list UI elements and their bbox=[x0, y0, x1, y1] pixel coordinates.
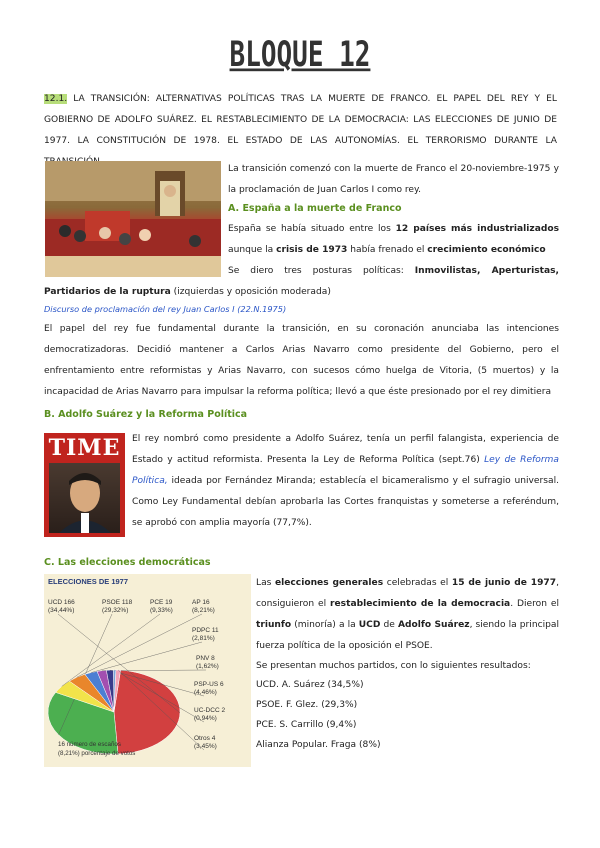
caption-text: Discurso de proclamación del rey Juan Carlos I (22.N.1975) bbox=[44, 304, 287, 314]
slice-percent: (0,94%) bbox=[194, 715, 217, 722]
slice-percent: (2,81%) bbox=[192, 635, 215, 642]
text: había frenado el bbox=[347, 245, 428, 255]
text: celebradas el bbox=[383, 578, 452, 588]
pie-slice bbox=[114, 670, 180, 754]
text: Las bbox=[256, 578, 275, 588]
slice-percent: (29,32%) bbox=[102, 607, 129, 614]
page-title: BLOQUE 12 bbox=[229, 34, 371, 76]
chart-note: (8,21%) porcentaje de votos bbox=[58, 750, 136, 757]
slice-label: PCE 19 bbox=[150, 599, 173, 606]
text: de bbox=[380, 620, 398, 630]
section-c-p1 bbox=[256, 573, 559, 657]
proclamation-photo bbox=[45, 161, 221, 277]
time-cover bbox=[44, 433, 125, 537]
result-item: PSOE. F. Glez. (29,3%) bbox=[256, 700, 358, 710]
text: España se había situado entre los bbox=[228, 224, 396, 234]
reform-law-link[interactable]: Ley de Reforma Política, bbox=[132, 455, 559, 486]
section-b-title bbox=[44, 409, 247, 420]
slice-label: AP 16 bbox=[192, 599, 210, 606]
slice-percent: (34,44%) bbox=[48, 607, 75, 614]
section-b-title-text: B. Adolfo Suárez y la Reforma Política bbox=[44, 409, 248, 420]
slice-label: UCD 166 bbox=[48, 599, 75, 606]
leader-line bbox=[91, 642, 202, 673]
section-a-p1 bbox=[228, 219, 559, 261]
time-logo: TIME bbox=[48, 435, 121, 461]
text-bold: triunfo bbox=[256, 620, 292, 630]
slice-percent: (3,45%) bbox=[194, 743, 217, 750]
topic-heading-text: LA TRANSICIÓN: ALTERNATIVAS POLÍTICAS TRAS LA MUERTE DE FRANCO. EL PAPEL DEL REY Y EL GOBIERNO DE ADOLFO SUÁREZ. EL RESTABLECIMIENTO DE LA DEMOCRACIA: LAS ELECCIONES DE JUNIO DE 1977. LA CONSTITUCIÓN DE 1978. EL ESTADO DE LAS AUTONOMÍAS. EL TERRORISMO DURANTE LA bbox=[44, 94, 557, 146]
text: , siendo la principal fuerza política de la oposición el PSOE. bbox=[256, 620, 559, 651]
result-item: Alianza Popular. Fraga (8%) bbox=[256, 740, 381, 750]
text: (izquierdas y oposición moderada) bbox=[170, 287, 331, 297]
text: aunque la bbox=[228, 245, 277, 255]
leader-line bbox=[77, 614, 202, 677]
text-bold: 15 de junio de 1977 bbox=[451, 578, 557, 588]
chart-title: ELECCIONES DE 1977 bbox=[48, 577, 129, 586]
slice-percent: (1,62%) bbox=[196, 663, 219, 670]
elections-pie bbox=[44, 574, 251, 767]
text: ideada por Fernández Miranda; establecía el bicameralismo y el sufragio universal. Como Ley Fundamental debían aprobarla las Cortes franquistas y someterse a referéndum, se aprobó con amplia mayoría (77,7%). bbox=[132, 476, 559, 528]
section-a-p3: El papel del rey fue fundamental durante la transición, en su coronación anunciaba las intenciones democratizadoras. Decidió mantener a Carlos Arias Navarro como presidente del Gobierno, pero el enfrentamiento entre reformistas y Arias Navarro, con sucesos cómo huelga de Vitoria, (5 muertos) y la incapacidad de Arias Navarro para impulsar la reforma política; llevó a que éste presionado por el rey dimitiera bbox=[44, 324, 559, 397]
result-item: UCD. A. Suárez (34,5%) bbox=[256, 680, 364, 690]
text: , consiguieron el bbox=[256, 578, 559, 609]
section-a-title-text: A. España a la muerte de Franco bbox=[228, 203, 402, 214]
slice-percent: (4,46%) bbox=[194, 689, 217, 696]
text-bold: Adolfo Suárez bbox=[397, 620, 470, 630]
slice-label: PNV 8 bbox=[196, 655, 215, 662]
text: El rey nombró como presidente a Adolfo Suárez, tenía un perfil falangista, experiencia de Estado y actitud reformista. Presenta la Ley de Reforma Política (sept.76) bbox=[132, 434, 559, 465]
text-bold: restablecimiento de la democracia bbox=[330, 599, 511, 609]
text-bold: UCD bbox=[358, 620, 381, 630]
slice-percent: (9,33%) bbox=[150, 607, 173, 614]
slice-label: Otros 4 bbox=[194, 735, 216, 742]
section-b-p1 bbox=[132, 429, 559, 534]
slice-label: PDPC 11 bbox=[192, 627, 219, 634]
section-a-p2 bbox=[44, 261, 559, 303]
chart-note: 16 número de escaños bbox=[58, 741, 121, 748]
text: . Dieron el bbox=[510, 599, 559, 609]
slice-percent: (8,21%) bbox=[192, 607, 215, 614]
proclamation-caption bbox=[44, 302, 286, 316]
results-list bbox=[256, 675, 381, 755]
result-item: PCE. S. Carrillo (9,4%) bbox=[256, 720, 357, 730]
section-c-title-text: C. Las elecciones democráticas bbox=[44, 557, 211, 568]
text-bold: crecimiento económico bbox=[427, 245, 546, 255]
slice-label: PSP-US 6 bbox=[194, 681, 224, 688]
elections-chart bbox=[44, 574, 251, 767]
slice-label: UC-DCC 2 bbox=[194, 707, 226, 714]
section-a-title bbox=[228, 198, 402, 219]
section-c-title bbox=[44, 557, 211, 568]
text: Se diero tres posturas políticas: bbox=[228, 266, 415, 276]
transition-lead: La transición comenzó con la muerte de Franco el 20-noviembre-1975 y la proclamación de Juan Carlos I como rey. bbox=[228, 164, 559, 195]
topic-code: 12.1. bbox=[44, 94, 68, 104]
slice-label: PSOE 118 bbox=[102, 599, 133, 606]
text-bold: crisis de 1973 bbox=[276, 245, 348, 255]
text-bold: elecciones generales bbox=[274, 578, 384, 588]
text: (minoría) a la bbox=[291, 620, 359, 630]
text-bold: 12 países más industrializados bbox=[395, 224, 560, 234]
text-bold: Inmovilistas, Aperturistas, Partidarios de la ruptura bbox=[44, 266, 559, 297]
results-intro: Se presentan muchos partidos, con lo siguientes resultados: bbox=[256, 661, 531, 671]
